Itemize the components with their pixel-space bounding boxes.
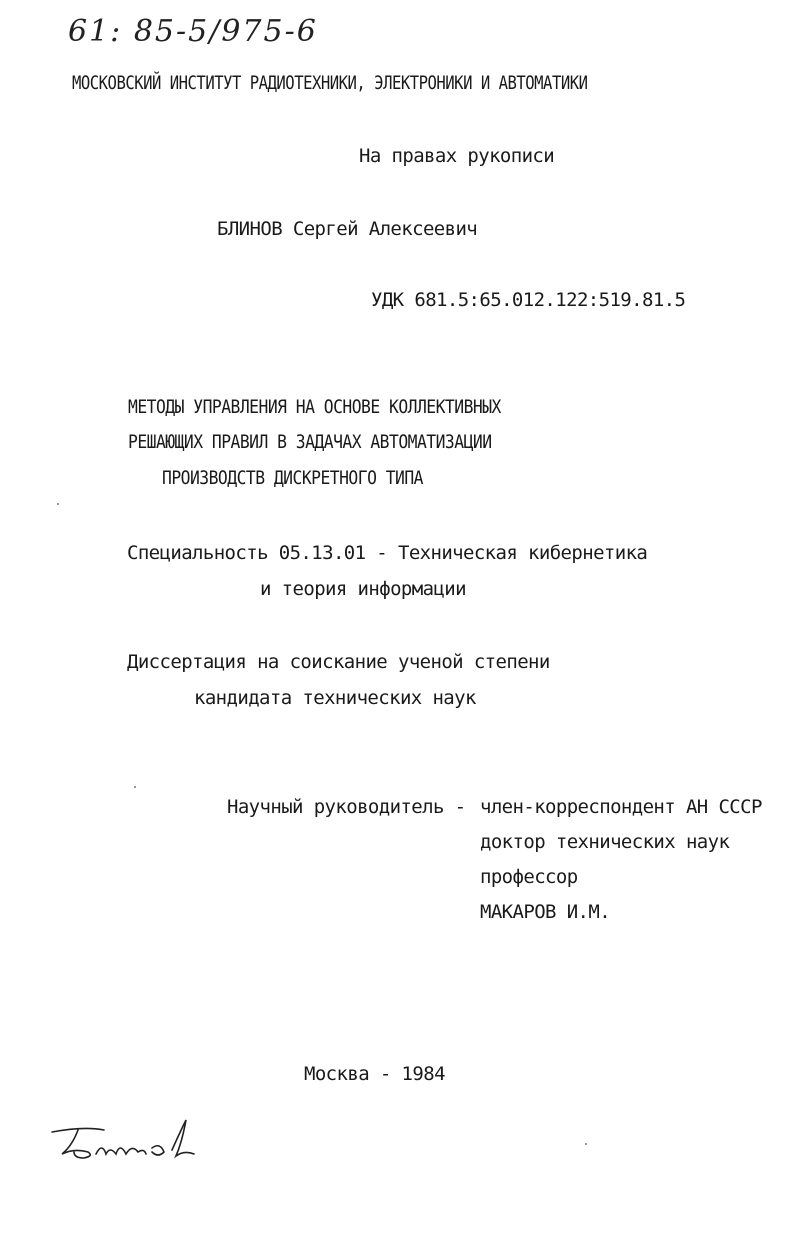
advisor-line-1: член-корреспондент АН СССР (480, 796, 762, 818)
manuscript-rights: На правах рукописи (359, 145, 555, 167)
title-line-1: МЕТОДЫ УПРАВЛЕНИЯ НА ОСНОВЕ КОЛЛЕКТИВНЫХ (128, 396, 501, 418)
author-name: БЛИНОВ Сергей Алексеевич (217, 218, 478, 240)
specialty-line-2: и теория информации (260, 578, 466, 600)
city-year: Москва - 1984 (304, 1063, 445, 1085)
institute-name: МОСКОВСКИЙ ИНСТИТУТ РАДИОТЕХНИКИ, ЭЛЕКТРОНИКИ И АВТОМАТИКИ (72, 72, 588, 94)
advisor-line-2: доктор технических наук (480, 831, 730, 853)
specialty-line-1: Специальность 05.13.01 - Техническая кибернетика (127, 542, 648, 564)
advisor-line-4: МАКАРОВ И.М. (480, 901, 611, 923)
title-line-2: РЕШАЮЩИХ ПРАВИЛ В ЗАДАЧАХ АВТОМАТИЗАЦИИ (128, 431, 492, 453)
signature (44, 1112, 204, 1172)
title-line-3: ПРОИЗВОДСТВ ДИСКРЕТНОГО ТИПА (162, 467, 424, 489)
degree-line-1: Диссертация на соискание ученой степени (127, 651, 550, 673)
degree-line-2: кандидата технических наук (194, 687, 476, 709)
archive-code-handwritten: 61: 85-5/975-6 (68, 14, 318, 49)
advisor-line-3: профессор (480, 866, 578, 888)
scan-speck (134, 786, 136, 788)
scan-speck (57, 503, 59, 505)
scan-speck (585, 1143, 587, 1145)
udc-code: УДК 681.5:65.012.122:519.81.5 (371, 289, 686, 311)
advisor-label: Научный руководитель - (227, 796, 466, 818)
